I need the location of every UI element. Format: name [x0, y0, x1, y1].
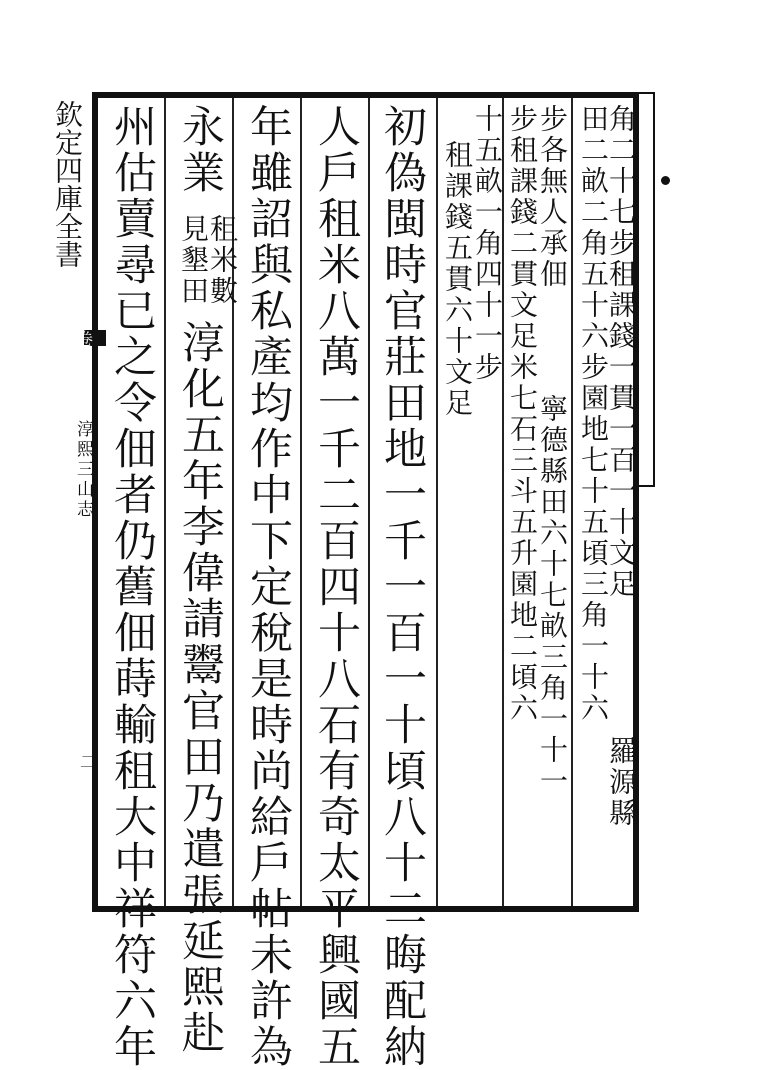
- text-column-3-tail: 寧德縣田六十七畝三角一十一: [536, 394, 569, 797]
- column-rule: [571, 98, 573, 906]
- text-column-2: 田二畝二角五十六步園地七十五頃三角一十六: [577, 104, 610, 724]
- text-column-5: 十五畝一角四十一步: [471, 104, 504, 383]
- column-rule: [368, 98, 370, 906]
- text-column-3: 步各無人承佃: [536, 104, 569, 290]
- text-column-9: 年雖詔與私產均作中下定稅是時尚給戶帖未許為: [243, 104, 293, 1070]
- section-mark: 卷: [72, 330, 92, 351]
- margin-title-block: [40, 100, 92, 320]
- text-column-4: 步租課錢二貫文足米七石三斗五升園地二頃六: [506, 104, 539, 724]
- text-column-10-body: 淳化五年李偉請鬻官田乃遣張延熙赴: [175, 320, 225, 1056]
- margin-page-number: 二: [80, 753, 97, 773]
- text-column-6: 租課錢五貫六十文足: [441, 140, 474, 419]
- text-column-1-tail: 羅源縣: [605, 736, 638, 829]
- text-column-10-note-2: 見墾田: [177, 214, 210, 307]
- text-column-8: 人戶租米八萬一千二百四十八石有奇太平興國五: [311, 104, 361, 1070]
- margin-book-title: 淳熙三山志: [73, 420, 93, 520]
- margin-dot: [661, 176, 670, 185]
- column-rule: [436, 98, 438, 906]
- margin-title: 欽定四庫全書: [51, 100, 84, 268]
- column-rule: [300, 98, 302, 906]
- text-column-10-note-1: 租米數: [206, 214, 239, 307]
- text-column-10-head: 永業: [175, 104, 225, 196]
- column-rule: [164, 98, 166, 906]
- text-column-1: 角二十七步租課錢一貫一百一十文足: [605, 104, 638, 600]
- frame-top-border: [92, 92, 637, 98]
- text-column-11: 州估賣尋已之令佃者仍舊佃蒔輸租大中祥符六年: [107, 104, 157, 1070]
- text-column-7: 初偽閩時官莊田地一千一百一十頃八十二晦配納: [377, 104, 427, 1070]
